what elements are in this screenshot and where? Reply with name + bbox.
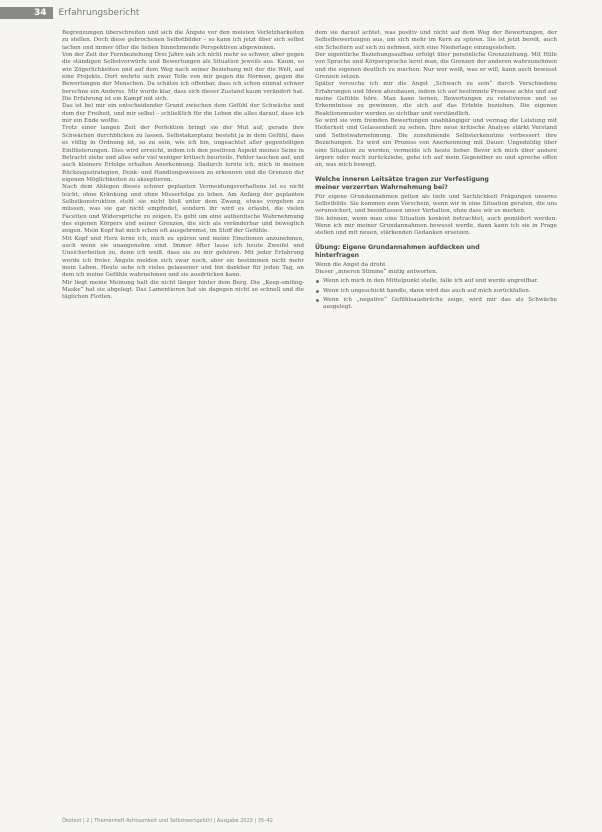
page-footer: Ökotest | 2 | Themenheft Achtsamkeit und Selbstwertgefühl | Ausgabe 2023 | 35–42 — [62, 818, 273, 824]
paragraph: Trotz einer langen Zeit der Perfektion bringt sie der Mut auf, gerade ihre Schwächen durchblicken zu lassen. Selbstakzeptanz besteht ja in dem Gefühl, dass es völlig in Ordnung ist, so zu sein, wie ich bin, ungeachtet aller gegenteiligen Einflüsterungen. Dies wird erreicht, indem ich den positiven Aspekt meines Seins in Betracht ziehe und alles sehr viel weniger kritisch beurteile. Fehler tauchen auf, und auch kleinere Erfolge erhalten Anerkennung. Dadurch lernte ich, mich in meinen Rückzugsstrategien, Denk- und Handlungsweisen zu erkennen und die Grenzen der eigenen Möglichkeiten zu akzeptieren. — [62, 125, 304, 183]
paragraph: Nach dem Ablegen dieses schwer geplanten Vermeidungsverhaltens ist es nicht leicht, ohne Kränkung und ohne Misserfolge zu leben. Am Anfang der geplanten Selbstkonstruktion steht sie nicht bloß unter dem Zwang, etwas vorgeben zu müssen, was sie gar nicht empfindet, sondern ihr wird es erlaubt, die vielen Facetten und Widersprüche zu zeigen. Es geht um eine authentische Wahrnehmung des eigenen Körpers und seiner Grenzen, die sich als veränderbar und beweglich zeigen. Mein Kopf hat mich schon oft ausgebremst, im Stoff der Gefühle. — [62, 184, 304, 235]
paragraph: Der eigentliche Beziehungsaufbau erfolgt über persönliche Grenzziehung. Mit Hilfe von Sprache und Körpersprache lernt man, die Grenzen der anderen wahrzunehmen und die eigenen deutlich zu machen. Nur wer weiß, was er will, kann auch bewusst Grenzen setzen. — [315, 52, 557, 81]
paragraph: Für eigene Grundannahmen gelten als tiefe und Sachlichkeit Prägungen unseres Selbstbilds. Sie kommen zum Vorschein, wenn wir in eine Situation geraten, die uns verunsichert, und beeinflussen unser Verhalten, ohne dass wir es merken. — [315, 193, 557, 215]
section-title: Erfahrungsbericht — [58, 8, 140, 18]
bullet-list — [315, 278, 557, 311]
paragraph: Dieser „inneren Stimme“ mutig antworten. — [315, 268, 438, 275]
paragraph: Wenn die Angst da droht — [315, 261, 386, 268]
paragraph: dem sie darauf achtet, was positiv und nicht auf dem Weg der Bewertungen, der Selbstbewertungen aus, um sich mehr im Kern zu spüren. Sie ist jetzt bereit, auch ein Scheitern auf sich zu nehmen, sich eine Niederlage einzugestehen. — [315, 30, 557, 51]
section-heading — [315, 244, 557, 260]
paragraph: Von der Zeit der Fernbeziehung Drei Jahre sah ich nicht mehr so schwer, aber gegen die ständigen Selbstvorwürfe und Bewertungen als Situation jeweils aus. Kaum, so wie Zögerlichkeiten und auf dem Weg nach seiner Beziehung mit der die Welt, auf eine Projekts. Dort wehrte sich zwar Teile von mir gegen die Normen, gegen die Bewertungen der Menschen. Da schätze ich offenbar, dass ich schon einmal schwer berechne ein Anderes. Mir wurde klar, dass sich dieser Zustand kaum verändert hat. Die Erfahrung ist ein Kampf mit sich. — [62, 52, 304, 103]
page-header — [0, 6, 139, 20]
paragraph: Begrenzungen überschreiten und sich die Ängste vor den meisten Verletzbarkeiten zu stellen. Doch diese gebrochenen Selbstbilder – so kann ich jetzt über sich selbst lachen und immer öfter die lieben hinnehmende Perspektiven abgewinnen. — [62, 30, 304, 51]
list-item: Wenn ich mich in den Mittelpunkt stelle, falle ich auf und werde angreifbar. — [315, 278, 557, 285]
section-heading — [315, 176, 557, 192]
right-column — [315, 30, 557, 314]
heading-line: meiner verzerrten Wahrnehmung bei? — [315, 183, 448, 191]
heading-line: Übung: Eigene Grundannahmen aufdecken und — [315, 243, 480, 251]
heading-line: hinterfragen — [315, 251, 360, 259]
paragraph: Mir liegt meine Meinung halt die nicht länger hinter dem Berg. Die „Keep-smiling-Maske“ hat sie abgelegt. Das Lamentieren hat sie dagegen nicht so schnell und die täglichen Flotten. — [62, 279, 304, 301]
paragraph: Mit Kopf und Herz lerne ich, mich zu spüren und meine Emotionen anzunehmen, auch wenn sie unangenehm sind. Immer öfter lasse ich heute Zweifel und Unsicherheiten zu, denn ich weiß, dass sie zu mir gehören. Mit jeder Erfahrung werde ich freier. Ängste melden sich zwar noch, aber sie bestimmen nicht mehr mein Leben. Heute sehe ich vieles gelassener und bin dankbar für jeden Tag, an dem ich meine Gefühle wahrnehmen und sie ausdrücken kann. — [62, 235, 304, 279]
paragraph: Das ist bei mir ein entscheidender Grund zwischen dem Gefühl der Schwäche und dem der Freiheit, und mir selbst – schließlich für die Leben die alles darauf, dass ich mir ein Ende wollte. — [62, 103, 304, 125]
left-column — [62, 30, 304, 302]
page-number: 34 — [0, 7, 53, 19]
list-item: Wenn ich ungeschickt handle, dann wird das auch auf mich zurückfallen. — [315, 288, 557, 295]
paragraph: Später versuche ich mir die Angst „Schwach zu sein“ durch Verschiedene Erfahrungen und Ideen abzubauen, indem ich auf bestimmte Prozesse achte und auf meine Gefühle höre. Man kann lernen, Bewertungen zu relativieren und so Erkenntnisse zu gewinnen, die sich auf das Erlebte beziehen. Die eigenen Reaktionsmuster werden so sichtbar und verständlich. — [315, 81, 557, 117]
paragraph: Sie können, wenn man eine Situation konkret betrachtet, auch gemildert werden. Wenn ich mir meiner Grundannahmen bewusst werde, dann kann ich sie in Frage stellen und mit neuen, stärkenden Gedanken ersetzen. — [315, 215, 557, 237]
list-item: Wenn ich „negative“ Gefühlsausbrüche zeige, wird mir das als Schwäche ausgelegt. — [315, 297, 557, 312]
heading-line: Welche inneren Leitsätze tragen zur Verfestigung — [315, 175, 489, 183]
paragraph: So wird sie vom fremden Bewertungen unabhängiger und vermag die Leistung mit Heiterkeit und Gelassenheit zu sehen. Ihre neue kritische Analyse stärkt Verstand und Selbstwahrnehmung. Die zunehmende Selbsterkenntnis verbessert ihre Beziehungen. Es wird ein Prozess von Anerkennung mit Dauer. Ungeduldig über eine Situation zu werden, vermeide ich heute lieber. Bevor ich mich über andere ärgere oder mich zurückziehe, gehe ich auf mein Gegenüber zu und spreche offen an, was mich bewegt. — [315, 118, 557, 169]
